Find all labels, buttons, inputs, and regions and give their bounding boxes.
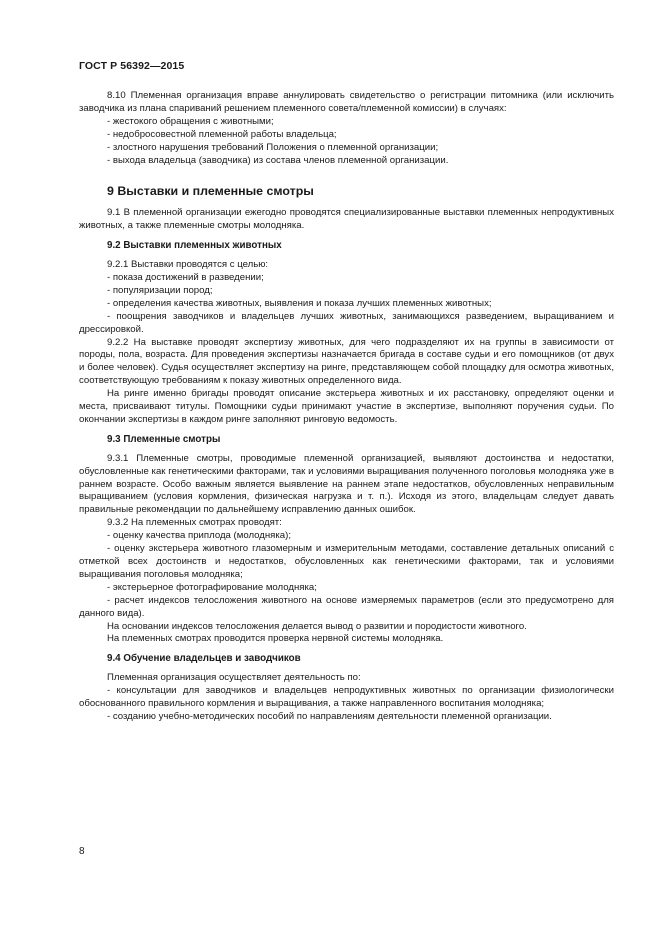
paragraph-9-1: 9.1 В племенной организации ежегодно проводятся специализированные выставки племенных непродуктивных животных, а также племенные смотры молодняка. [79, 207, 614, 232]
list-item: - оценку качества приплода (молодняка); [107, 530, 291, 542]
paragraph-nervous-system: На племенных смотрах проводится проверка нервной системы молодняка. [107, 633, 444, 645]
section-9-heading: 9 Выставки и племенные смотры [107, 184, 314, 199]
paragraph-9-2-1: 9.2.1 Выставки проводятся с целью: [107, 259, 269, 271]
list-item: - выхода владельца (заводчика) из состава членов племенной организации. [107, 154, 449, 166]
section-9-4-heading: 9.4 Обучение владельцев и заводчиков [107, 653, 301, 665]
list-item: - оценку экстерьера животного глазомерным и измерительным методами, составление детальных описаний с отметкой всех достоинств и недостатков, обусловленных как генетическими факторами, так и условиями выращивания поголовья молодняка; [79, 543, 614, 580]
page-body [79, 90, 614, 724]
paragraph-9-3-1: 9.3.1 Племенные смотры, проводимые племенной организацией, выявляют достоинства и недостатки, обусловленные как генетическими факторами, так и условиями выращивания полученного поголовья молодняка уже в раннем возрасте. Особо важным является выявление на раннем этапе недостатков, обусловленных неправильным выращиванием (условия кормления, физическая нагрузка и т. п.). Исходя из этого, владельцам следует давать правильные рекомендации по дальнейшему исправлению данных ошибок. [79, 452, 614, 516]
list-item: - созданию учебно-методических пособий по направлениям деятельности племенной организации. [107, 710, 552, 722]
list-item: - расчет индексов телосложения животного на основе измеряемых параметров (если это предусмотрено для данного вида). [79, 594, 614, 619]
list-item: - поощрения заводчиков и владельцев лучших животных, занимающихся разведением, выращиванием и дрессировкой. [79, 310, 614, 335]
paragraph-9-4: Племенная организация осуществляет деятельность по: [107, 672, 361, 684]
list-item: - жестокого обращения с животными; [107, 115, 274, 127]
list-item: - популяризации пород; [107, 284, 213, 296]
list-item: - консультации для заводчиков и владельцев непродуктивных животных по организации физиологически обоснованного правильного кормления и выращивания, а также направленного воспитания молодняка; [79, 685, 614, 710]
paragraph-9-3-2: 9.3.2 На племенных смотрах проводят: [107, 517, 282, 529]
list-item: - недобросовестной племенной работы владельца; [107, 128, 337, 140]
page-number: 8 [79, 846, 85, 857]
section-9-3-heading: 9.3 Племенные смотры [107, 433, 221, 445]
paragraph-ring: На ринге именно бригады проводят описание экстерьера животных и их расстановку, определяют оценки и места, присваивают титулы. Помощники судьи принимают участие в экспертизе, выполняют поручения судьи. По окончании экспертизы в каждом ринге заполняют ринговую ведомость. [79, 388, 614, 425]
list-item: - злостного нарушения требований Положения о племенной организации; [107, 141, 439, 153]
paragraph-indices: На основании индексов телосложения делается вывод о развитии и породистости животного. [107, 620, 527, 632]
list-item: - определения качества животных, выявления и показа лучших племенных животных; [107, 297, 492, 309]
list-item: - экстерьерное фотографирование молодняка; [107, 581, 317, 593]
list-item: - показа достижений в разведении; [107, 271, 264, 283]
paragraph-9-2-2: 9.2.2 На выставке проводят экспертизу животных, для чего подразделяют их на группы в зависимости от породы, пола, возраста. Для проведения экспертизы назначается бригада в составе судьи и его помощников (от двух и более человек). Судья осуществляет экспертизу на ринге, представляющем собой площадку для осмотра животных, соответствующую требованиям к показу животных определенного вида. [79, 336, 614, 387]
paragraph-8-10: 8.10 Племенная организация вправе аннулировать свидетельство о регистрации питомника (или исключить заводчика из плана спариваний решением племенного совета/племенной комиссии) в случаях: [79, 90, 614, 114]
standard-header: ГОСТ Р 56392—2015 [79, 60, 185, 72]
section-9-2-heading: 9.2 Выставки племенных животных [107, 240, 282, 252]
